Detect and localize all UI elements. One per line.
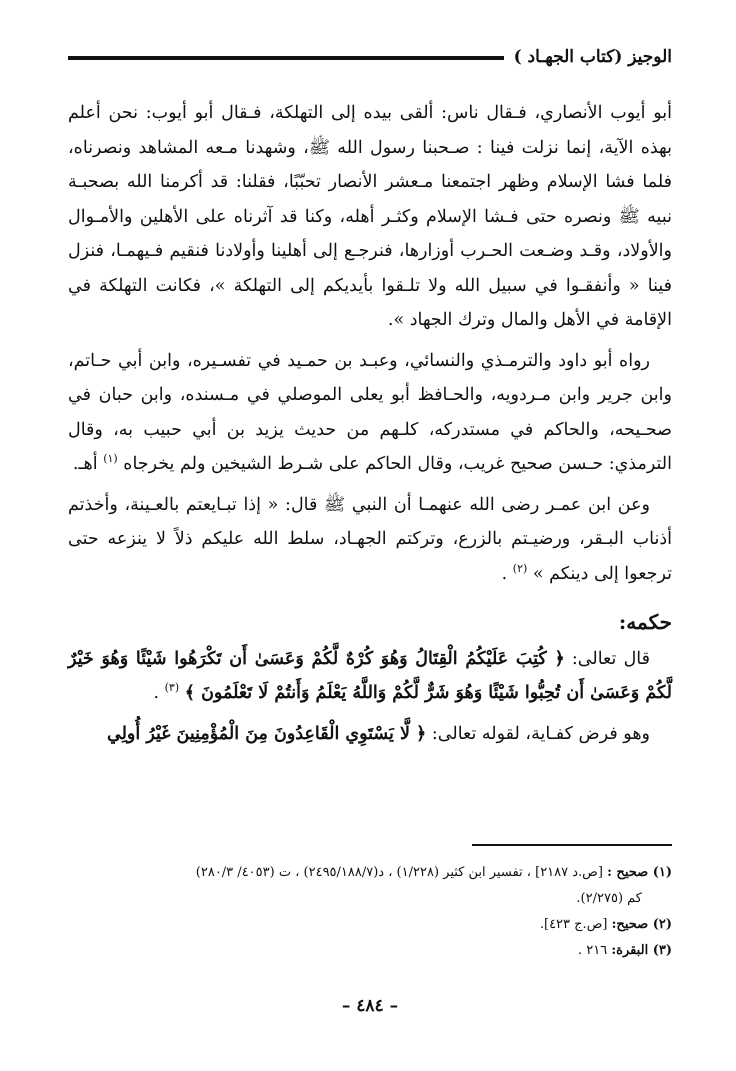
paragraph-4 <box>68 642 672 711</box>
footnote-1-text: [ص.د ٢١٨٧] ، تفسير ابن كثير (١/٢٢٨) ، د(٢٤٩٥/١٨٨/٧) ، ت (٤٠٥٣/ ٢٨٠/٣) <box>195 865 603 880</box>
quran-verse-1: ﴿ كُتِبَ عَلَيْكُمُ الْقِتَالُ وَهُوَ كُرْهٌ لَّكُمْ وَعَسَىٰ أَن تَكْرَهُوا شَيْئًا وَهُوَ خَيْرٌ لَّكُمْ وَعَسَىٰ أَن تُحِبُّوا شَيْئًا وَهُوَ شَرٌّ لَّكُمْ وَاللَّهُ يَعْلَمُ وَأَنتُمْ لَا تَعْلَمُونَ ﴾ <box>68 648 672 703</box>
page-number: – ٤٨٤ – <box>341 996 399 1016</box>
footnotes <box>68 844 672 964</box>
footnote-3-text: ٢١٦ . <box>577 943 608 958</box>
paragraph-3 <box>68 488 672 592</box>
book-page <box>68 40 672 1050</box>
running-header <box>68 40 672 74</box>
header-title: الوجيز (كتاب الجهـاد ) <box>513 47 672 67</box>
header-rule <box>68 56 504 60</box>
main-text <box>68 96 672 751</box>
paragraph-1-text: أبو أيوب الأنصاري، فـقال ناس: ألقى بيده إلى التهلكة، فـقال أبو أيوب: نحن أعلم بهذه الآية، إنما نزلت فينا : صـحبنا رسول الله ﷺ، وشهدنا مـعه المشاهد ونصرناه، فلما فشا الإسلام وظهر اجتمعنا مـعشر الأنصار تحبّبًا، فقلنا: قد أكرمنا الله بصحبـة نبيه ﷺ ونصره حتى فـشا الإسلام وكثـر أهله، وكنا قد آثرناه على الأهلين والأمـوال والأولاد، وقـد وضـعت الحـرب أوزارها، فنرجـع إلى أهلينا وأولادنا فنقيم فـيهمـا، فنزل فينا « وأنفقـوا في سبيل الله ولا تلـقوا بأيديكم إلى التهلكة »، فكانت التهلكة في الإقامة في الأهل والمال وترك الجهاد ». <box>68 103 672 330</box>
paragraph-1 <box>68 96 672 338</box>
footnote-ref-2: (٢) <box>512 561 528 575</box>
paragraph-2-end: أهـ. <box>72 454 98 474</box>
footnote-1 <box>68 860 672 886</box>
paragraph-3-end: . <box>501 563 508 584</box>
footnote-1-label: (١) صحيح : <box>607 865 672 880</box>
footnote-2-label: (٢) صحيح: <box>611 917 672 932</box>
paragraph-5 <box>68 717 672 752</box>
footnote-2-text: [ص.ج ٤٢٣]. <box>539 917 608 932</box>
footnote-3 <box>68 938 672 964</box>
paragraph-3-text: وعن ابن عمـر رضى الله عنهمـا أن النبي ﷺ قال: « إذا تبـايعتم بالعـينة، وأخذتم أذناب البـقر، ورضيـتم بالزرع، وتركتم الجهـاد، سلط الله عليكم ذلاً لا ينزعه حتى ترجعوا إلى دينكم » <box>68 494 672 584</box>
section-heading: حكمه: <box>618 610 672 634</box>
paragraph-2 <box>68 344 672 482</box>
paragraph-4-end: . <box>153 683 160 703</box>
footnote-ref-3: (٣) <box>164 681 180 695</box>
footnote-3-label: (٣) البقرة: <box>611 943 672 958</box>
footnote-1-continued: كم (٢/٢٧٥). <box>576 891 642 906</box>
footnote-2 <box>68 912 672 938</box>
paragraph-2-text: رواه أبو داود والترمـذي والنسائي، وعبـد بن حمـيد في تفسـيره، وابن أبي حـاتم، وابن جرير وابن مـردويه، والحـافظ أبو يعلى الموصلي في مـسنده، وابن حبان في صحـيحه، والحاكم في مستدركه، كلـهم من حديث يزيد بن أبي حبيب به، وقال الترمذي: حـسن صحيح غريب، وقال الحاكم على شـرط الشيخين ولم يخرجاه <box>68 350 672 474</box>
footnote-ref-1: (١) <box>103 452 118 466</box>
footnote-rule <box>472 844 672 846</box>
paragraph-5-intro: وهو فرض كفـاية، لقوله تعالى: <box>431 723 650 744</box>
quran-verse-2: ﴿ لَّا يَسْتَوِي الْقَاعِدُونَ مِنَ الْمُؤْمِنِينَ غَيْرُ أُولِي <box>107 723 427 744</box>
paragraph-4-intro: قال تعالى: <box>571 648 650 669</box>
